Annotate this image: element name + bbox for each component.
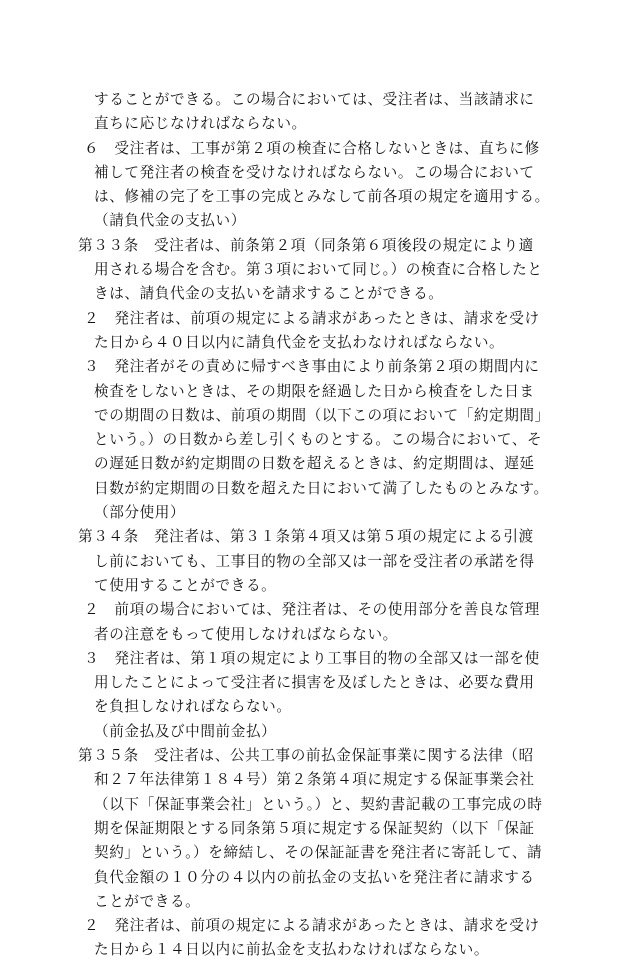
text-line: の遅延日数が約定期間の日数を超えるときは、約定期間は、遅延 [94,455,535,473]
text-line: を負担しなければならない。 [94,698,292,716]
text-line: ことができる。 [94,892,201,910]
paragraph-start-line: ２ 発注者は、前項の規定による請求があったときは、請求を受け [84,917,540,935]
text-line: て使用することができる。 [94,576,277,594]
text-line: は、修補の完了を工事の完成とみなして前各項の規定を適用する。 [94,188,550,206]
article-heading-line: 第３３条 受注者は、前条第２項（同条第６項後段の規定により適 [78,236,534,254]
text-line: た日から４０日以内に請負代金を支払わなければならない。 [94,333,505,351]
text-line: 直ちに応じなければならない。 [94,115,307,133]
paragraph-start-line: ３ 発注者は、第１項の規定により工事目的物の全部又は一部を使 [84,649,540,667]
document-body [78,88,568,963]
text-line: きは、請負代金の支払いを請求することができる。 [94,285,444,303]
paragraph-start-line: ６ 受注者は、工事が第２項の検査に合格しないときは、直ちに修 [84,139,540,157]
section-caption: （部分使用） [94,504,186,522]
text-line: 者の注意をもって使用しなければならない。 [94,625,398,643]
text-line: た日から１４日以内に前払金を支払わなければならない。 [94,941,490,959]
paragraph-start-line: ２ 発注者は、前項の規定による請求があったときは、請求を受け [84,309,540,327]
section-caption: （請負代金の支払い） [94,212,246,230]
text-line: 日数が約定期間の日数を超えた日において満了したものとみなす。 [94,479,549,497]
text-line: 契約」という。）を締結し、その保証証書を発注者に寄託して、請 [94,844,543,862]
text-line: 期を保証期限とする同条第５項に規定する保証契約（以下「保証 [94,819,535,837]
article-heading-line: 第３４条 発注者は、第３１条第４項又は第５項の規定による引渡 [78,528,534,546]
text-line: 補して発注者の検査を受けなければならない。この場合において [94,163,535,181]
text-line: 負代金額の１０分の４以内の前払金の支払いを発注者に請求する [94,868,535,886]
text-line: という。）の日数から差し引くものとする。この場合において、そ [94,431,543,449]
text-line: 用される場合を含む。第３項において同じ。）の検査に合格したと [94,261,543,279]
text-line: 和２７年法律第１８４号）第２条第４項に規定する保証事業会社 [94,771,535,789]
text-line: し前においても、工事目的物の全部又は一部を受注者の承諾を得 [94,552,535,570]
text-line: での期間の日数は、前項の期間（以下この項において「約定期間」 [94,406,550,424]
section-caption: （前金払及び中間前金払） [94,722,277,740]
text-line: （以下「保証事業会社」という。）と、契約書記載の工事完成の時 [94,795,543,813]
paragraph-start-line: ２ 前項の場合においては、発注者は、その使用部分を善良な管理 [84,601,540,619]
text-line: 検査をしないときは、その期限を経過した日から検査をした日ま [94,382,535,400]
article-heading-line: 第３５条 受注者は、公共工事の前払金保証事業に関する法律（昭 [78,747,534,765]
paragraph-start-line: ３ 発注者がその責めに帰すべき事由により前条第２項の期間内に [84,358,540,376]
text-line: することができる。この場合においては、受注者は、当該請求に [94,91,535,108]
text-line: 用したことによって受注者に損害を及ぼしたときは、必要な費用 [94,674,535,692]
